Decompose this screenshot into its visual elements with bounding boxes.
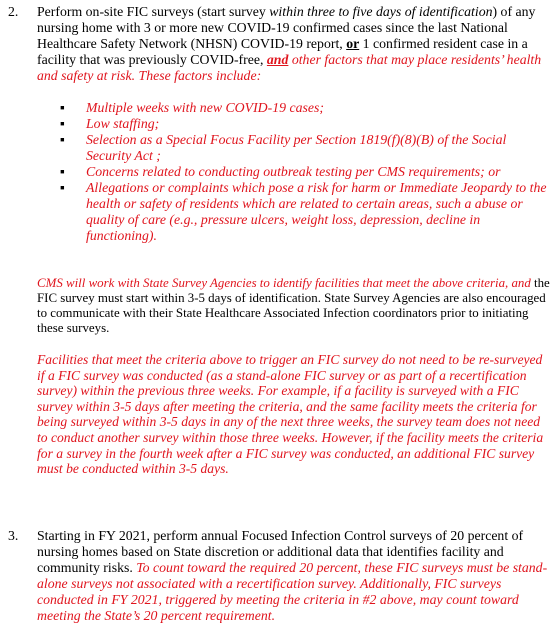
bullet-icon: ▪ bbox=[60, 132, 65, 147]
or-emphasis: or bbox=[346, 36, 360, 51]
item-2-intro-red: other factors that may place residents’ health and safety at risk. These factors include: bbox=[37, 52, 542, 83]
item-3-black: Starting in FY 2021, perform annual Focused Infection Control surveys of 20 percent of nursing homes based on State discretion or additional data that identifies facility and community risks. bbox=[37, 528, 524, 575]
list-item: ▪ Multiple weeks with new COVID-19 cases; bbox=[60, 100, 324, 115]
and-emphasis: and bbox=[266, 52, 289, 67]
item-3-number: 3. bbox=[8, 528, 19, 543]
item-2-intro-italic: within three to five days of identification bbox=[265, 4, 493, 19]
item-2-intro-text-1: Perform on-site FIC surveys (start survey bbox=[37, 4, 266, 19]
survey-agency-black: the FIC survey must start within 3-5 days of identification. State Survey Agencies are also encouraged to communicate with their State Healthcare Associated Infection coordinators prior to initiating these surveys. bbox=[37, 276, 550, 335]
survey-agency-paragraph bbox=[37, 276, 552, 336]
factors-list bbox=[54, 100, 550, 244]
bullet-icon: ▪ bbox=[60, 116, 65, 131]
item-2-intro-text-2: ) of any nursing home with 3 or more new COVID-19 confirmed cases since the last National Healthcare Safety Network (NHSN) COVID-19 report, bbox=[37, 4, 536, 51]
bullet-icon: ▪ bbox=[60, 164, 65, 179]
list-item: ▪ Concerns related to conducting outbreak testing per CMS requirements; or bbox=[60, 164, 501, 179]
item-3-text bbox=[37, 528, 552, 624]
item-2-intro-text-3: 1 confirmed resident case in a facility that was previously COVID-free, bbox=[37, 36, 528, 67]
item-2-intro bbox=[37, 4, 552, 84]
survey-agency-red: CMS will work with State Survey Agencies to identify facilities that meet the above criteria, and bbox=[37, 276, 531, 290]
list-item: ▪ Low staffing; bbox=[60, 116, 160, 131]
item-3-red: To count toward the required 20 percent, these FIC surveys must be stand-alone surveys not associated with a recertification survey. Additionally, FIC surveys conducted in FY 2021, triggered by meeting the criteria in #2 above, may count toward meeting the State’s 20 percent requirement. bbox=[37, 560, 548, 623]
list-item: ▪ Selection as a Special Focus Facility per Section 1819(f)(8)(B) of the Social Security Act ; bbox=[60, 132, 507, 163]
resurvey-paragraph: Facilities that meet the criteria above to trigger an FIC survey do not need to be re-surveyed if a FIC survey was conducted (as a stand-alone FIC survey or as part of a recertification survey) within the previous three weeks. For example, if a facility is surveyed with a FIC survey within 3-5 days after meeting the criteria, and the same facility meets the criteria for being surveyed within 3-5 days in any of the next three weeks, the survey team does not need to conduct another survey within those three weeks. However, if the facility meets the criteria for a survey in the fourth week after a FIC survey was conducted, an additional FIC survey must be conducted within 3-5 days. bbox=[37, 352, 544, 477]
bullet-icon: ▪ bbox=[60, 100, 65, 115]
list-item: ▪ Allegations or complaints which pose a risk for harm or Immediate Jeopardy to the health or safety of residents which are related to certain areas, such a abuse or quality of care (e.g., pressure ulcers, weight loss, depression, decline in functioning). bbox=[60, 180, 547, 243]
item-2-number: 2. bbox=[8, 4, 19, 19]
bullet-icon: ▪ bbox=[60, 180, 65, 195]
